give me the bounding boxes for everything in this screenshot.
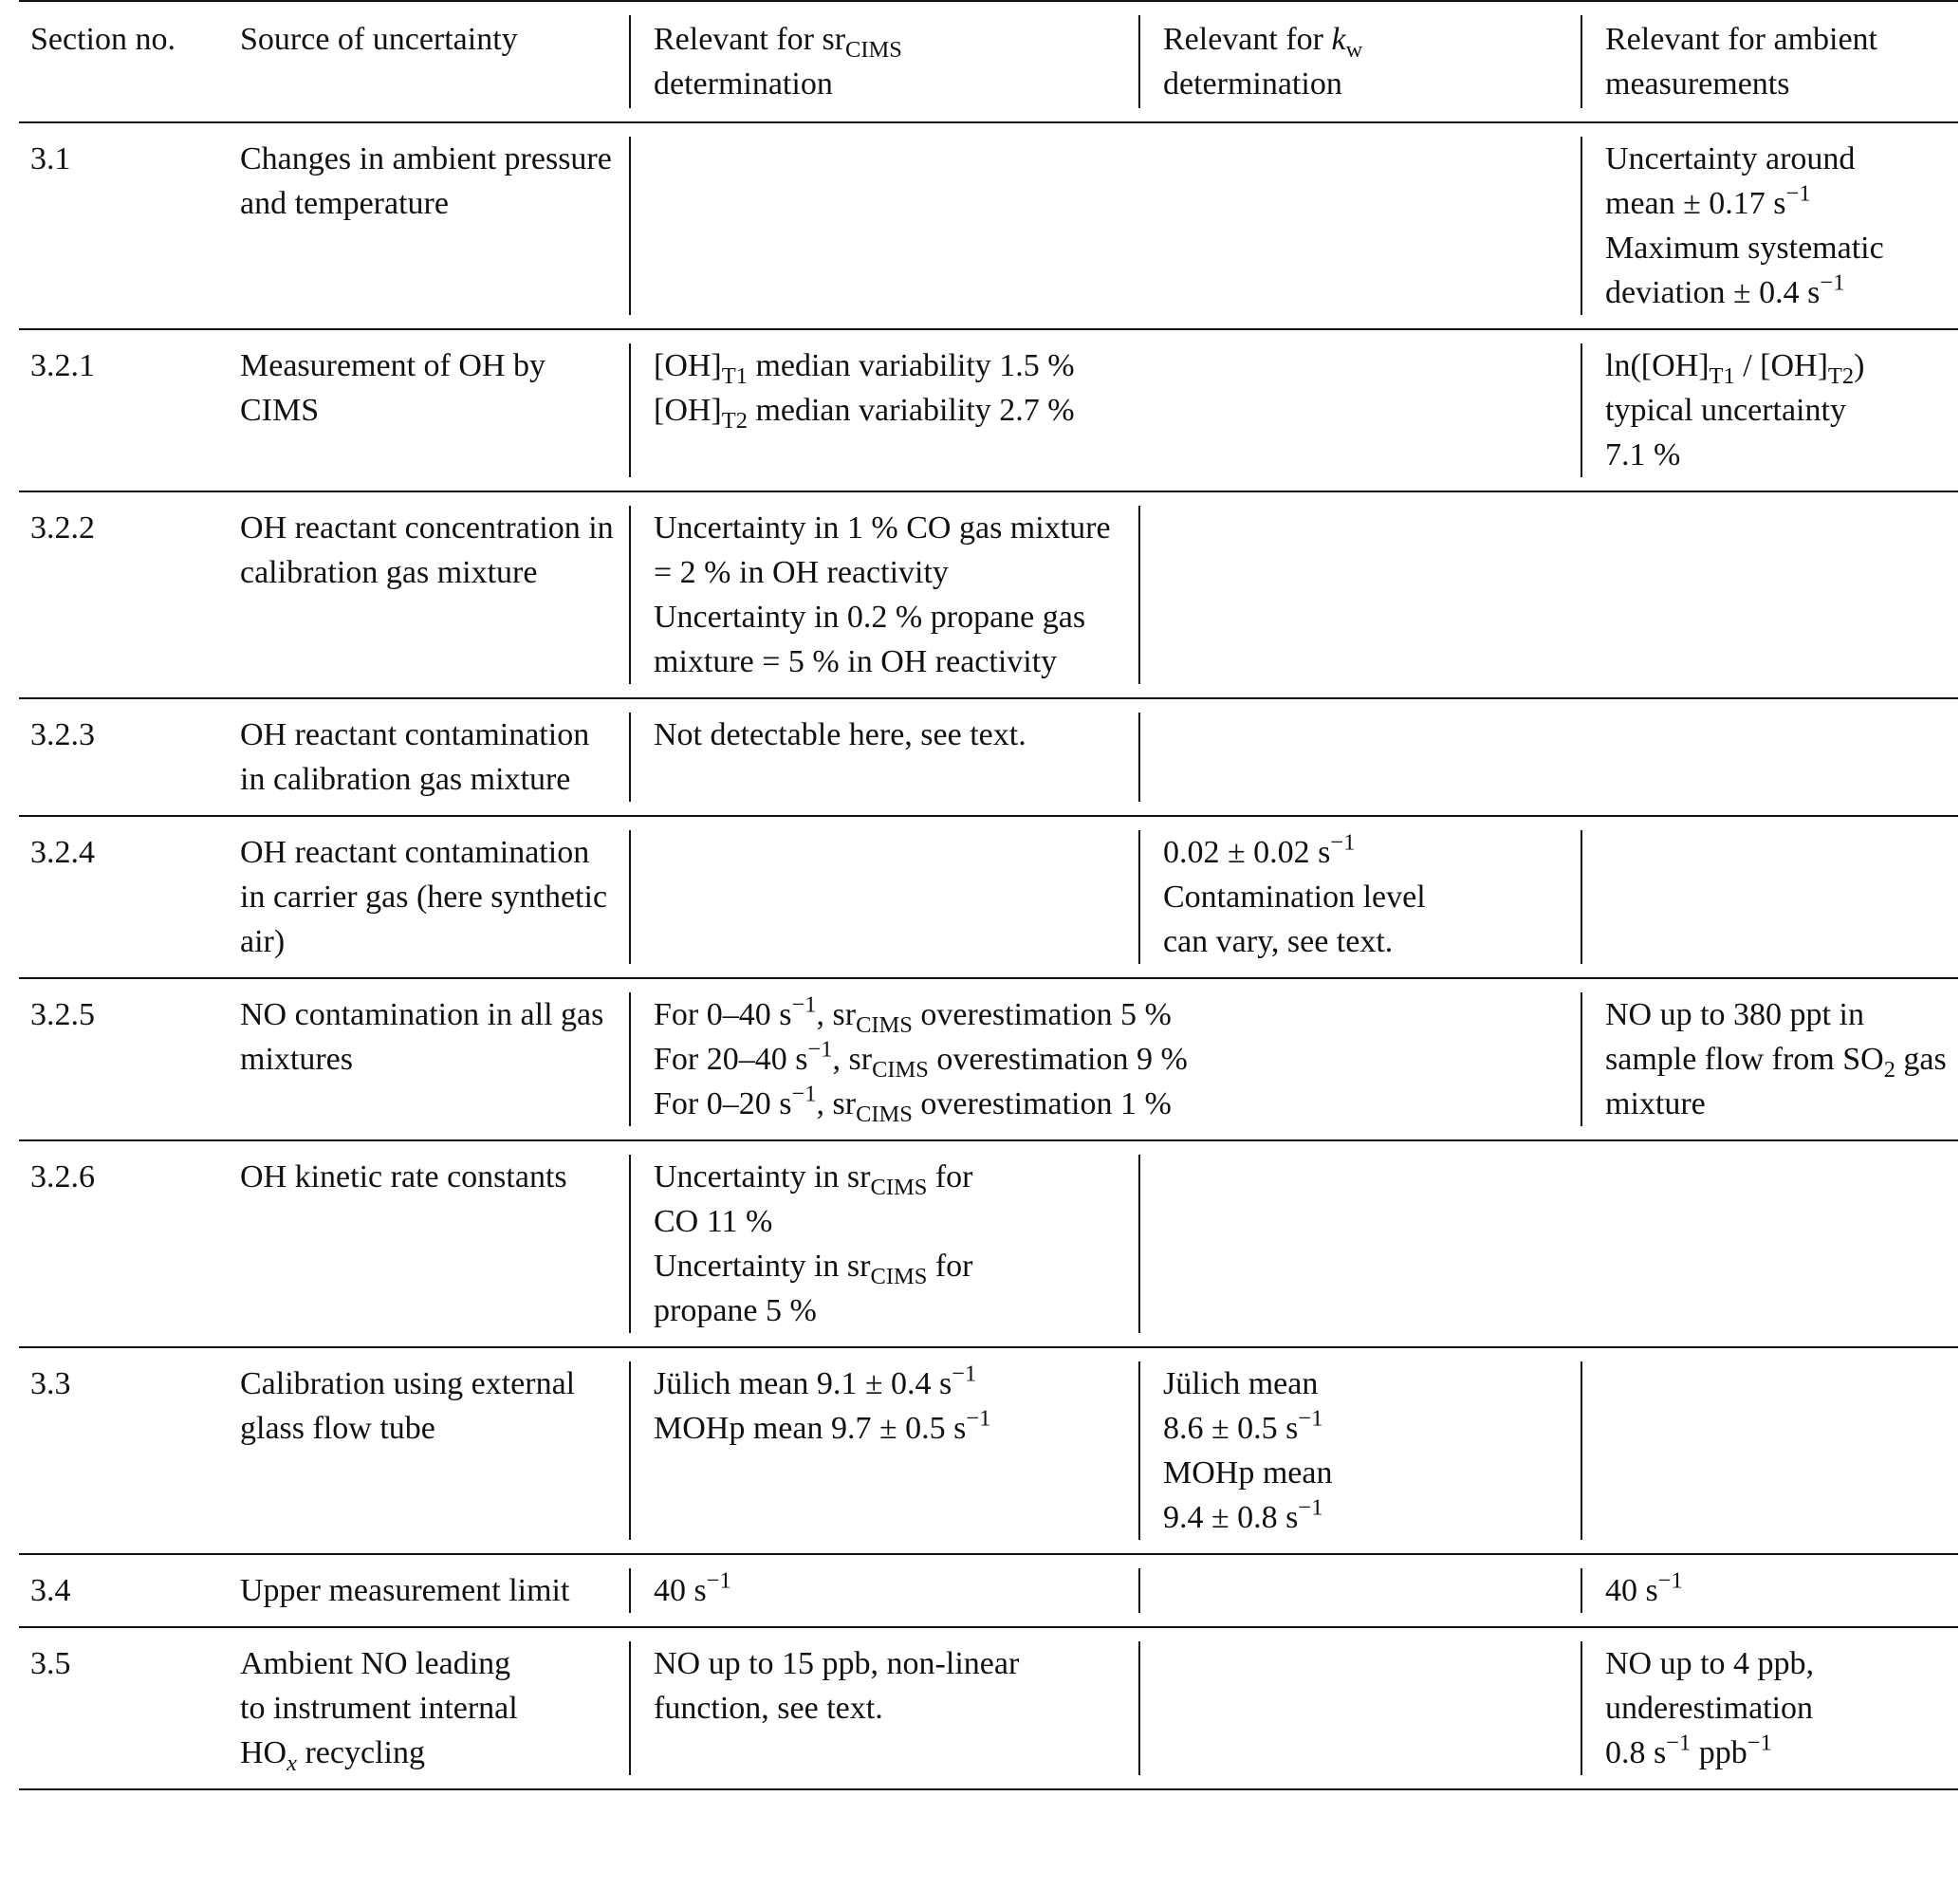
table-row: [19, 329, 1958, 491]
sr-cims-cell: [629, 816, 1138, 978]
section-number: 3.2.4: [30, 835, 95, 870]
table-row: [19, 978, 1958, 1140]
sr-cims-cell: NO up to 15 ppb, non-linear function, see text.: [629, 1627, 1138, 1789]
uncertainty-source: OH reactant contamination in carrier gas (here synthetic air): [240, 835, 608, 959]
sr-cims-cell: For 0–40 $s^{-1}$, $sr_{CIMS}$ overestimation 5 % For 20–40 $s^{-1}$, $sr_{CIMS}$ overestimation 9 % For 0–20 $s^{-1}$, $sr_{CIMS}$ overestimation 1 %: [629, 978, 1581, 1140]
table-row: [19, 698, 1958, 816]
section-number: 3.2.1: [30, 348, 95, 383]
kw-cell: 0.02 ± 0.02 $s^{-1}$ Contamination level can vary, see text.: [1138, 816, 1581, 978]
kw-cell: Jülich mean 8.6 ± 0.5 $s^{-1}$ MOHp mean 9.4 ± 0.8 $s^{-1}$: [1138, 1347, 1581, 1554]
sr-cims-cell: 40 $s^{-1}$: [629, 1554, 1138, 1627]
ambient-cell: 40 $s^{-1}$: [1581, 1554, 1958, 1627]
uncertainty-source: Measurement of OH by CIMS: [240, 348, 545, 428]
table-row: [19, 491, 1958, 698]
section-number: 3.3: [30, 1366, 71, 1401]
ambient-cell: [1581, 1140, 1958, 1347]
section-number: 3.2.6: [30, 1159, 95, 1195]
ambient-cell: NO up to 380 ppt in sample flow from $SO_2$ gas mixture: [1581, 978, 1958, 1140]
uncertainty-source: Calibration using external glass flow tube: [240, 1366, 576, 1446]
table-header-row: [19, 1, 1958, 122]
table-row: [19, 122, 1958, 329]
uncertainty-source: OH reactant concentration in calibration gas mixture: [240, 510, 614, 590]
sr-cims-cell: Jülich mean 9.1 ± 0.4 $s^{-1}$ MOHp mean 9.7 ± 0.5 $s^{-1}$: [629, 1347, 1138, 1554]
kw-cell: [1138, 1554, 1581, 1627]
table-row: [19, 1140, 1958, 1347]
kw-cell: [1138, 491, 1581, 698]
ambient-cell: [1581, 1347, 1958, 1554]
table-row: [19, 816, 1958, 978]
ambient-cell: Uncertainty around mean ± 0.17 $s^{-1}$ Maximum systematic deviation ± 0.4 $s^{-1}$: [1581, 122, 1958, 329]
section-number: 3.2.3: [30, 717, 95, 752]
ambient-cell: [1581, 491, 1958, 698]
sr-cims-cell: Uncertainty in 1 % CO gas mixture = 2 % in OH reactivity Uncertainty in 0.2 % propane gas mixture = 5 % in OH reactivity: [629, 491, 1138, 698]
table-row: [19, 1627, 1958, 1789]
header-source-of-uncertainty: Source of uncertainty: [240, 22, 518, 57]
section-number: 3.5: [30, 1646, 71, 1681]
ambient-cell: [1581, 816, 1958, 978]
header-relevant-kw: Relevant for $k_w$ determination: [1138, 1, 1581, 122]
header-relevant-ambient: Relevant for ambient measurements: [1581, 1, 1958, 122]
kw-cell: [1138, 698, 1581, 816]
kw-cell: [1138, 122, 1581, 329]
ambient-cell: $\ln([OH]_{T1} / [OH]_{T2})$ typical uncertainty 7.1 %: [1581, 329, 1958, 491]
header-section-no: Section no.: [30, 22, 176, 57]
kw-cell: [1138, 1140, 1581, 1347]
table-row: [19, 1554, 1958, 1627]
sr-cims-cell: Not detectable here, see text.: [629, 698, 1138, 816]
uncertainty-source: NO contamination in all gas mixtures: [240, 997, 604, 1077]
uncertainty-source: Upper measurement limit: [240, 1573, 570, 1608]
sr-cims-cell: [629, 122, 1138, 329]
uncertainty-source: Changes in ambient pressure and temperature: [240, 141, 612, 221]
section-number: 3.2.2: [30, 510, 95, 546]
ambient-cell: NO up to 4 ppb, underestimation 0.8 $s^{-1}$ ppb$^{-1}$: [1581, 1627, 1958, 1789]
uncertainty-source: OH kinetic rate constants: [240, 1159, 567, 1195]
section-number: 3.4: [30, 1573, 71, 1608]
uncertainty-table: [19, 0, 1958, 1790]
ambient-cell: [1581, 698, 1958, 816]
uncertainty-source: Ambient NO leading to instrument internal $HO_x$ recycling: [240, 1646, 518, 1776]
uncertainty-source: OH reactant contamination in calibration gas mixture: [240, 717, 590, 797]
section-number: 3.2.5: [30, 997, 95, 1032]
sr-cims-cell: $[OH]_{T1}$ median variability 1.5 % $[OH]_{T2}$ median variability 2.7 %: [629, 329, 1581, 491]
header-relevant-sr-cims: Relevant for $sr_{CIMS}$ determination: [629, 1, 1138, 122]
table-row: [19, 1347, 1958, 1554]
sr-cims-cell: Uncertainty in $sr_{CIMS}$ for CO 11 % Uncertainty in $sr_{CIMS}$ for propane 5 %: [629, 1140, 1138, 1347]
section-number: 3.1: [30, 141, 71, 176]
kw-cell: [1138, 1627, 1581, 1789]
